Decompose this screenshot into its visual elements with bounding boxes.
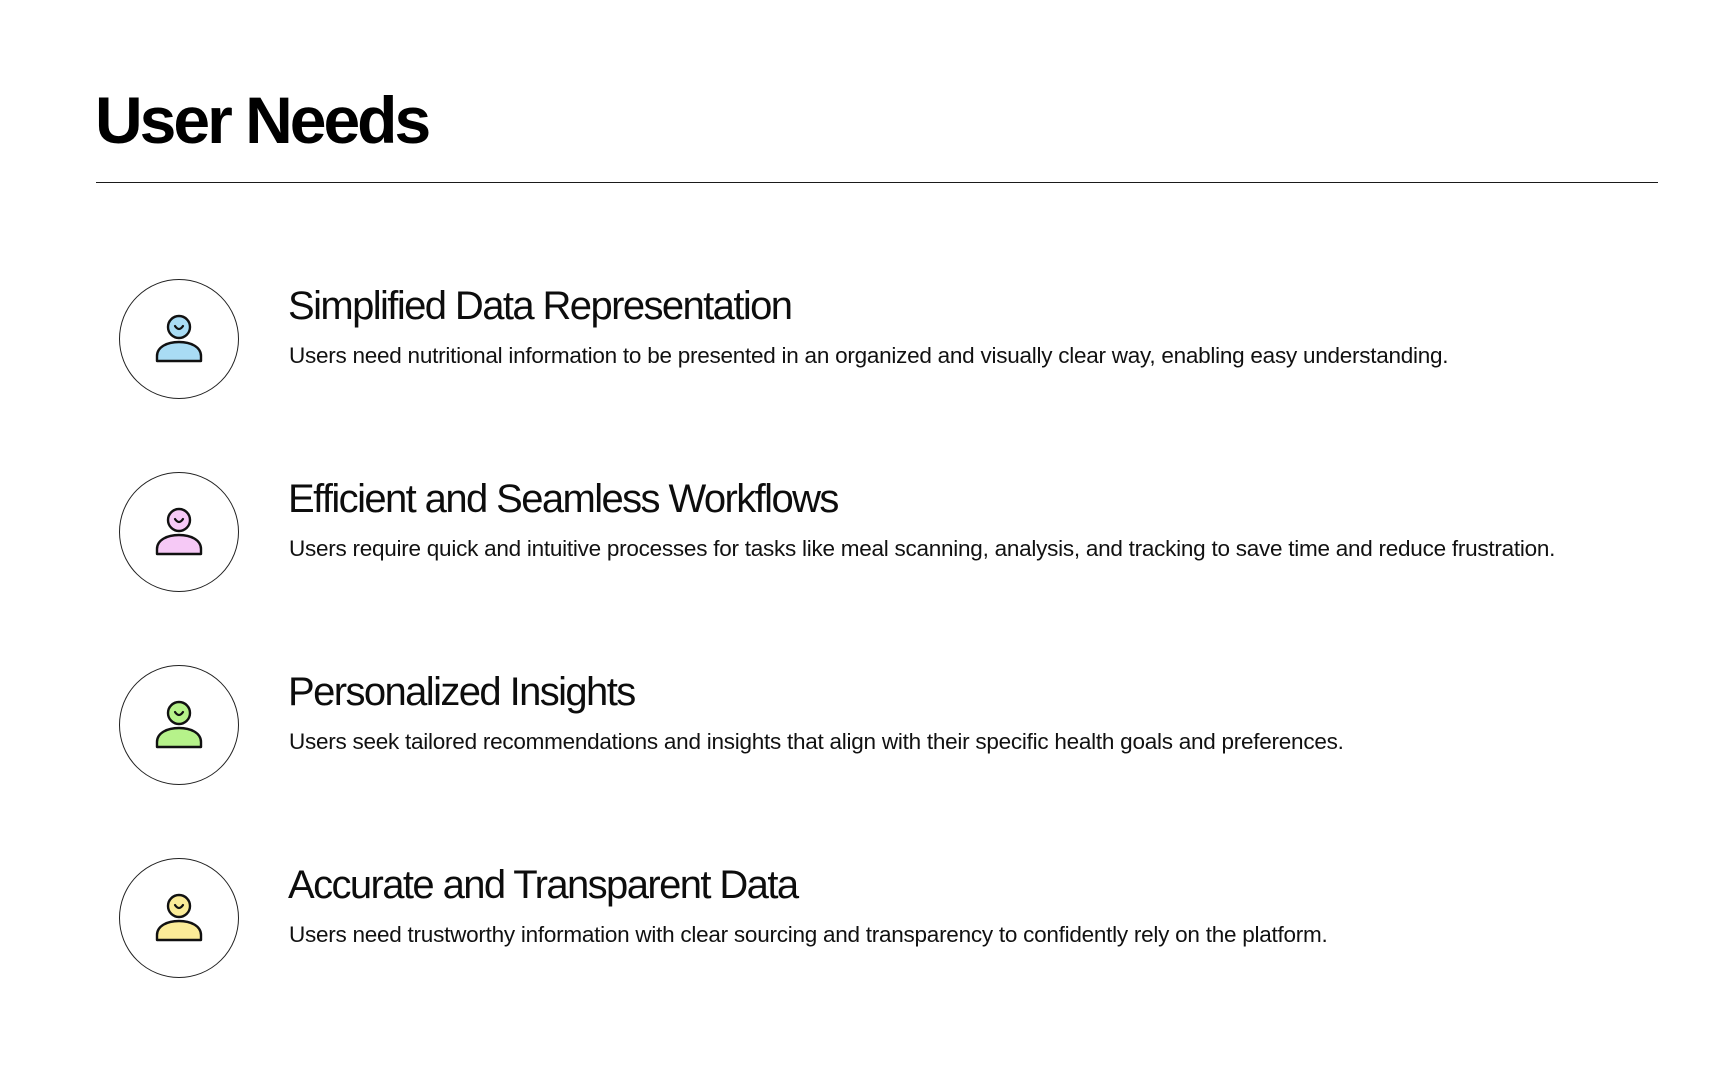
user-icon [152,312,206,366]
user-icon [152,505,206,559]
need-description: Users require quick and intuitive processes for tasks like meal scanning, analysis, and tracking to save time and reduce frustration. [289,536,1556,561]
need-description: Users need nutritional information to be presented in an organized and visually clear way, enabling easy understanding. [289,343,1449,368]
need-item [0,858,1734,982]
user-icon [152,698,206,752]
page-title: User Needs [95,83,429,157]
avatar [119,665,239,785]
need-item [0,665,1734,789]
need-item [0,279,1734,403]
need-title: Accurate and Transparent Data [288,863,798,907]
user-icon [152,891,206,945]
need-description: Users seek tailored recommendations and insights that align with their specific health goals and preferences. [289,729,1344,754]
need-item [0,472,1734,596]
need-title: Simplified Data Representation [288,284,792,328]
need-description: Users need trustworthy information with clear sourcing and transparency to confidently rely on the platform. [289,922,1328,947]
avatar [119,858,239,978]
need-title: Personalized Insights [288,670,635,714]
avatar [119,472,239,592]
avatar [119,279,239,399]
need-title: Efficient and Seamless Workflows [288,477,838,521]
